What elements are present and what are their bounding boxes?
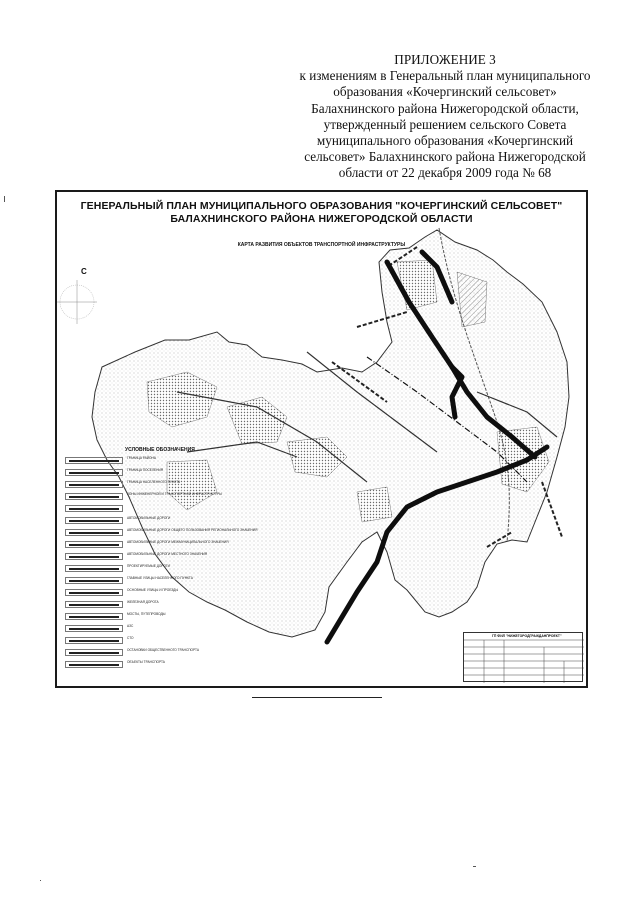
legend-symbol [65,493,123,500]
legend-symbol [65,661,123,668]
legend-label: ПРОЕКТИРУЕМЫЕ ДОРОГИ [127,564,170,568]
legend-label: АВТОМОБИЛЬНЫЕ ДОРОГИ [127,516,171,520]
legend-label: ГРАНИЦА ПОСЕЛЕНИЯ [127,468,164,472]
legend-row [65,456,270,466]
legend-row [65,528,270,538]
legend-row [65,480,270,490]
legend-row [65,660,270,670]
legend-label: ОСТАНОВКИ ОБЩЕСТВЕННОГО ТРАНСПОРТА [127,648,199,652]
legend-row [65,504,270,514]
map-subtitle: КАРТА РАЗВИТИЯ ОБЪЕКТОВ ТРАНСПОРТНОЙ ИНФРАСТРУКТУРЫ [237,242,406,248]
legend-label: МОСТЫ, ПУТЕПРОВОДЫ [127,612,166,616]
legend-row [65,492,270,502]
appendix-line: области от 22 декабря 2009 года № 68 [338,165,552,181]
scan-speck [40,880,41,881]
legend-label: АЗС [127,624,134,628]
legend-label: СТО [127,636,134,640]
legend-row [65,624,270,634]
legend-title: УСЛОВНЫЕ ОБОЗНАЧЕНИЯ [125,447,195,453]
map-title-line2: БАЛАХНИНСКОГО РАЙОНА НИЖЕГОРОДСКОЙ ОБЛАСТИ [170,213,473,225]
legend-label: АВТОМОБИЛЬНЫЕ ДОРОГИ ОБЩЕГО ПОЛЬЗОВАНИЯ РЕГИОНАЛЬНОГО ЗНАЧЕНИЯ [127,528,258,532]
legend-label: АВТОМОБИЛЬНЫЕ ДОРОГИ МЕЖМУНИЦИПАЛЬНОГО ЗНАЧЕНИЯ [127,540,229,544]
legend-label: ОБЪЕКТЫ ТРАНСПОРТА [127,660,165,664]
legend-label: ОСНОВНЫЕ УЛИЦЫ И ПРОЕЗДЫ [127,588,179,592]
legend-symbol [65,553,123,560]
legend-label: АВТОМОБИЛЬНЫЕ ДОРОГИ МЕСТНОГО ЗНАЧЕНИЯ [127,552,208,556]
legend-row [65,576,270,586]
north-arrow-label: С [81,267,87,276]
legend-symbol [65,649,123,656]
legend-label: ГЛАВНЫЕ УЛИЦЫ НАСЕЛЕННОГО ПУНКТА [127,576,193,580]
legend-label: ЖЕЛЕЗНАЯ ДОРОГА [127,600,159,604]
legend-row [65,648,270,658]
legend-row [65,612,270,622]
appendix-line: к изменениям в Генеральный план муниципального [299,68,591,84]
legend-row [65,516,270,526]
legend-row [65,600,270,610]
legend-symbol [65,529,123,536]
legend [65,447,270,682]
legend-symbol [65,577,123,584]
scan-speck [473,866,476,867]
legend-label: ГРАНИЦА РАЙОНА [127,456,156,460]
legend-row [65,588,270,598]
legend-symbol [65,505,123,512]
legend-label: ГРАНИЦА НАСЕЛЕННОГО ПУНКТА [127,480,181,484]
legend-symbol [65,517,123,524]
appendix-line: образования «Кочергинский сельсовет» [333,84,557,100]
legend-label: ЗОНЫ ИНЖЕНЕРНОЙ И ТРАНСПОРТНОЙ ИНФРАСТРУКТУРЫ [127,492,222,496]
legend-row [65,636,270,646]
legend-symbol [65,625,123,632]
legend-symbol [65,589,123,596]
appendix-title: ПРИЛОЖЕНИЕ 3 [394,52,496,67]
scan-speck [4,196,5,202]
appendix-block [290,52,600,182]
legend-symbol [65,457,123,464]
legend-row [65,552,270,562]
compass-rose [57,280,97,324]
appendix-line: сельсовет» Балахнинского района Нижегородской [304,149,586,165]
stamp-grid [464,633,584,683]
appendix-line: Балахнинского района Нижегородской области, [311,100,579,116]
legend-row [65,564,270,574]
legend-symbol [65,601,123,608]
legend-symbol [65,637,123,644]
appendix-line: муниципального образования «Кочергинский [316,133,574,149]
legend-symbol [65,613,123,620]
appendix-line: утвержденный решением сельского Совета [323,116,567,132]
map-title-line1: ГЕНЕРАЛЬНЫЙ ПЛАН МУНИЦИПАЛЬНОГО ОБРАЗОВАНИЯ "КОЧЕРГИНСКИЙ СЕЛЬСОВЕТ" [80,200,563,212]
legend-symbol [65,565,123,572]
stamp-title: ГП ФИЛ "НИЖЕГОРОДГРАЖДАНПРОЕКТ" [492,634,562,638]
legend-row [65,540,270,550]
legend-row [65,468,270,478]
title-block-stamp [463,632,583,682]
legend-symbol [65,469,123,476]
legend-symbol [65,481,123,488]
master-plan-map [55,190,588,688]
legend-symbol [65,541,123,548]
bottom-rule [252,697,382,698]
